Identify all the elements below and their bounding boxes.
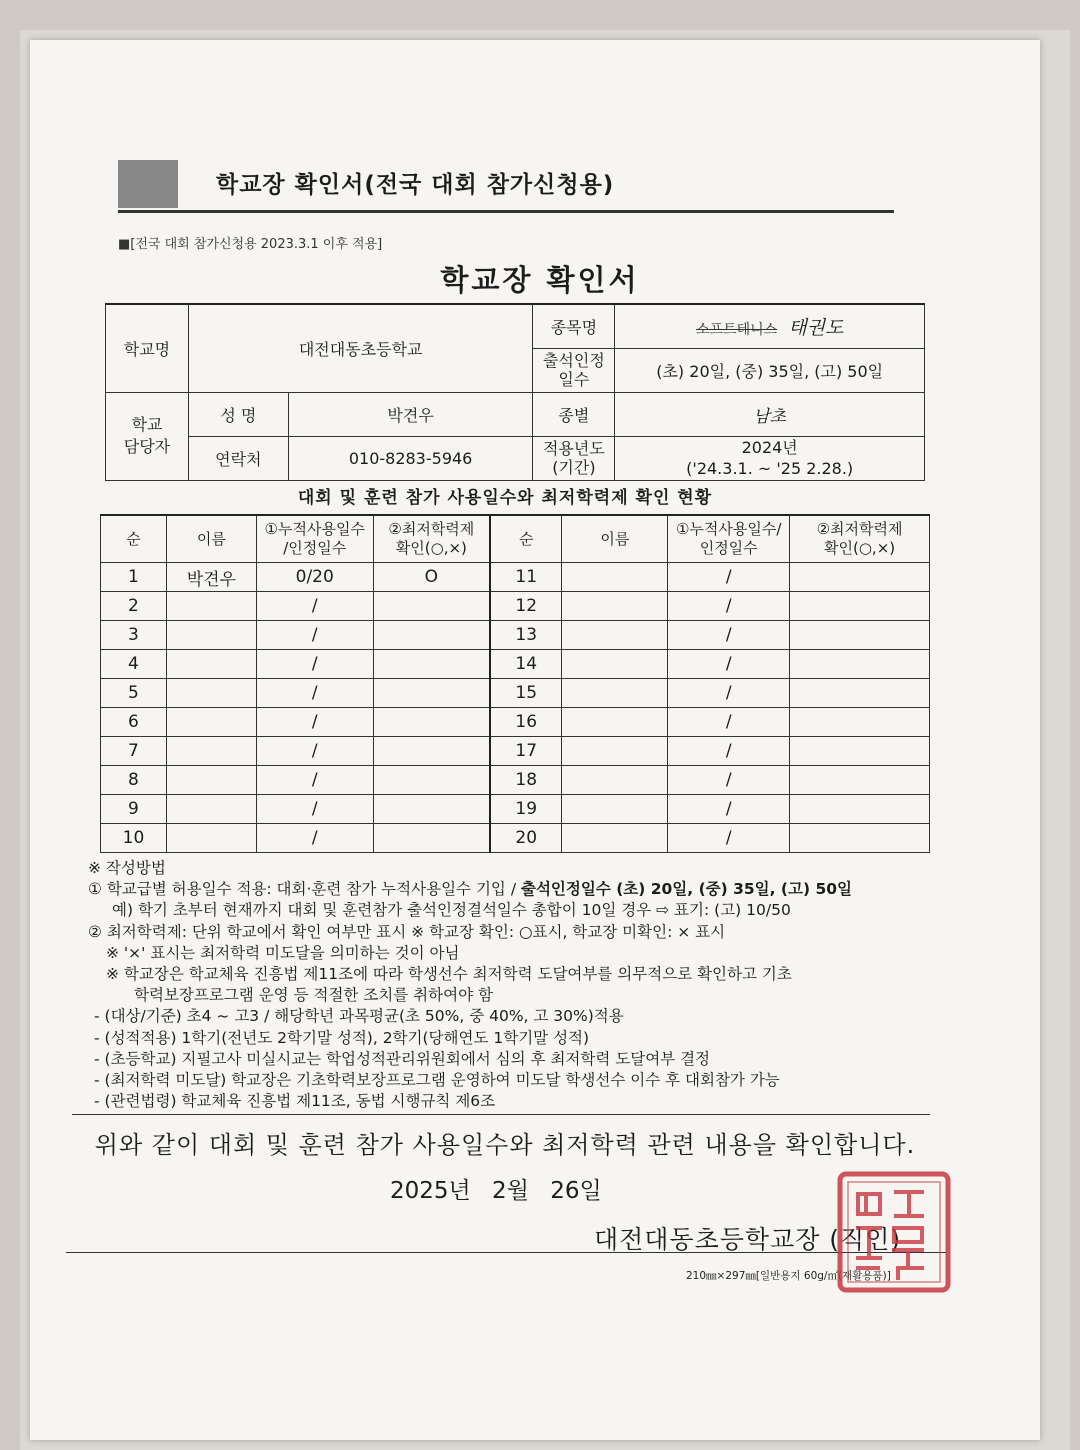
year-label-line1: 적용년도 [542,439,605,458]
seal-stamp-icon [834,1168,954,1296]
table-row [101,650,930,679]
notes-heading: ※ 작성방법 [88,859,166,877]
year-label-line2: (기간) [552,458,596,477]
row-days-right: / [668,563,790,592]
header-days-2-line2: 인정일수 [699,539,758,557]
row-number: 3 [101,621,167,650]
attendance-value: (초) 20일, (중) 35일, (고) 50일 [615,348,925,392]
row-name-right [562,650,668,679]
note-1-bold: 출석인정일수 (초) 20일, (중) 35일, (고) 50일 [520,880,853,899]
instructions [88,858,948,1112]
header-no-2: 순 [490,515,562,563]
note-3: ※ 학교장은 학교체육 진흥법 제11조에 따라 학생선수 최저학력 도달여부를 의무적으로 확인하고 기초 [106,965,792,984]
row-days-right: / [668,795,790,824]
contact-value: 010-8283-5946 [288,436,533,480]
header-no: 순 [101,515,167,563]
row-check [373,737,490,766]
header-name: 이름 [166,515,256,563]
row-name-right [562,708,668,737]
row-check [373,824,490,853]
row-check [373,679,490,708]
row-number: 6 [101,708,167,737]
row-name [166,650,256,679]
row-days: / [256,650,373,679]
row-days: / [256,592,373,621]
row-check: O [373,563,490,592]
row-number: 4 [101,650,167,679]
note-1-text: ① 학교급별 허용일수 적용: 대회·훈련 참가 누적사용일수 기입 / [88,880,521,899]
bottom-divider-line [66,1252,946,1253]
row-check-right [790,737,930,766]
title-bar [118,160,894,213]
table-row [101,795,930,824]
title-gray-block [118,160,178,208]
sport-cell [615,304,925,348]
row-days: / [256,795,373,824]
principal-signature: 대전대동초등학교장 (직인) [594,1225,902,1254]
row-number-right: 14 [490,650,562,679]
table-row [101,737,930,766]
attendance-label [533,348,615,392]
detail-1: - (대상/기준) 초4 ~ 고3 / 해당학년 과목평균(초 50%, 중 40%, 고 30%)적용 [94,1007,624,1026]
row-check [373,766,490,795]
row-number-right: 12 [490,592,562,621]
staff-label [106,392,189,480]
row-number-right: 11 [490,563,562,592]
row-days-right: / [668,708,790,737]
row-name [166,824,256,853]
note-1 [88,879,948,900]
year-label [533,436,615,480]
year-value: 2024년 [741,438,798,457]
header-min-2-line1: ②최저학력제 [816,520,903,538]
attendance-label-line2: 일수 [558,370,590,389]
row-name [166,708,256,737]
row-number-right: 15 [490,679,562,708]
row-check [373,592,490,621]
row-days: / [256,621,373,650]
row-number-right: 16 [490,708,562,737]
row-check-right [790,679,930,708]
detail-2: - (성적적용) 1학기(전년도 2학기말 성적), 2학기(당해연도 1학기말 성적) [94,1028,590,1047]
row-check-right [790,563,930,592]
staff-label-line1: 학교 [131,415,163,434]
table-row [101,592,930,621]
row-name [166,679,256,708]
table-row [101,708,930,737]
row-days-right: / [668,824,790,853]
row-name [166,795,256,824]
header-name-2: 이름 [562,515,668,563]
row-name-right [562,795,668,824]
row-days-right: / [668,592,790,621]
note-1-example: 예) 학기 초부터 현재까지 대회 및 훈련참가 출석인정결석일수 총합이 10일 경우 ⇨ 표기: (고) 10/50 [112,901,791,920]
detail-4: - (최저학력 미도달) 학교장은 기초학력보장프로그램 운영하여 미도달 학생선수 이수 후 대회참가 가능 [94,1071,780,1090]
row-days-right: / [668,766,790,795]
row-number-right: 19 [490,795,562,824]
row-number-right: 17 [490,737,562,766]
staff-label-line2: 담당자 [123,437,171,456]
row-check-right [790,708,930,737]
row-number: 5 [101,679,167,708]
header-days-2 [668,515,790,563]
row-name-right [562,679,668,708]
table-row [101,766,930,795]
row-number-right: 20 [490,824,562,853]
confirmation-statement: 위와 같이 대회 및 훈련 참가 사용일수와 최저학력 관련 내용을 확인합니다. [94,1131,916,1159]
gender-label: 종별 [533,392,615,436]
row-name: 박견우 [166,563,256,592]
row-number: 1 [101,563,167,592]
row-check-right [790,824,930,853]
sport-crossed-out: 소프트테니스 [696,321,778,338]
row-check-right [790,621,930,650]
detail-3: - (초등학교) 지필고사 미실시교는 학업성적관리위원회에서 심의 후 최저학력 도달여부 결정 [94,1049,711,1068]
participation-table [100,514,930,853]
row-check [373,650,490,679]
row-days: / [256,737,373,766]
sport-value: 태권도 [788,316,844,339]
paper-spec-footer: 210㎜×297㎜[일반용지 60g/㎡(재활용품)] [686,1270,891,1282]
issue-date: 2025년 2월 26일 [390,1178,602,1204]
header-min-2-line2: 확인(○,×) [824,539,896,557]
sport-label: 종목명 [533,304,615,348]
main-title: 학교장 확인서 [440,263,640,297]
divider-line [72,1114,930,1115]
row-days: / [256,679,373,708]
row-days: / [256,708,373,737]
header-min-line2: 확인(○,×) [395,539,467,557]
header-days-line1: ①누적사용일수 [264,520,365,538]
row-number: 9 [101,795,167,824]
row-days-right: / [668,621,790,650]
row-name [166,592,256,621]
header-days-2-line1: ①누적사용일수/ [675,520,782,538]
row-check-right [790,592,930,621]
period-value: ('24.3.1. ~ '25 2.28.) [686,459,854,478]
form-subnote: ■[전국 대회 참가신청용 2023.3.1 이후 적용] [118,237,383,252]
official-seal [834,1168,954,1296]
row-check [373,708,490,737]
info-table [105,303,925,481]
header-min-line1: ②최저학력제 [388,520,475,538]
row-name [166,621,256,650]
school-value: 대전대동초등학교 [188,304,533,392]
row-number: 7 [101,737,167,766]
name-value: 박견우 [288,392,533,436]
header-min [373,515,490,563]
contact-label: 연락처 [188,436,288,480]
row-days-right: / [668,679,790,708]
year-cell [615,436,925,480]
row-days-right: / [668,650,790,679]
detail-5: - (관련법령) 학교체육 진흥법 제11조, 동법 시행규칙 제6조 [94,1092,496,1111]
note-2: ② 최저학력제: 단위 학교에서 확인 여부만 표시 ※ 학교장 확인: ○표시, 학교장 미확인: × 표시 [88,922,726,941]
header-days [256,515,373,563]
row-name-right [562,621,668,650]
row-name-right [562,824,668,853]
table-row [101,563,930,592]
row-number: 2 [101,592,167,621]
table-body [101,563,930,853]
name-label: 성 명 [188,392,288,436]
row-name [166,766,256,795]
attendance-label-line1: 출석인정 [542,351,605,370]
note-3-cont: 학력보장프로그램 운영 등 적절한 조치를 취하여야 함 [134,986,493,1005]
row-days: / [256,766,373,795]
row-name [166,737,256,766]
row-name-right [562,563,668,592]
table-row [101,679,930,708]
section-title: 대회 및 훈련 참가 사용일수와 최저학력제 확인 현황 [297,488,713,508]
row-days: 0/20 [256,563,373,592]
row-number: 8 [101,766,167,795]
table-row [101,824,930,853]
row-days-right: / [668,737,790,766]
table-row [101,621,930,650]
row-check-right [790,650,930,679]
school-label: 학교명 [106,304,189,392]
header-min-2 [790,515,930,563]
row-name-right [562,766,668,795]
row-name-right [562,592,668,621]
row-check [373,621,490,650]
row-number-right: 13 [490,621,562,650]
row-number: 10 [101,824,167,853]
row-number-right: 18 [490,766,562,795]
gender-value: 남초 [615,392,925,436]
note-2-sub: ※ '×' 표시는 최저학력 미도달을 의미하는 것이 아님 [106,943,460,962]
header-days-line2: /인정일수 [283,539,347,557]
row-days: / [256,824,373,853]
document-title: 학교장 확인서(전국 대회 참가신청용) [216,172,615,198]
row-check-right [790,766,930,795]
row-check-right [790,795,930,824]
row-check [373,795,490,824]
row-name-right [562,737,668,766]
